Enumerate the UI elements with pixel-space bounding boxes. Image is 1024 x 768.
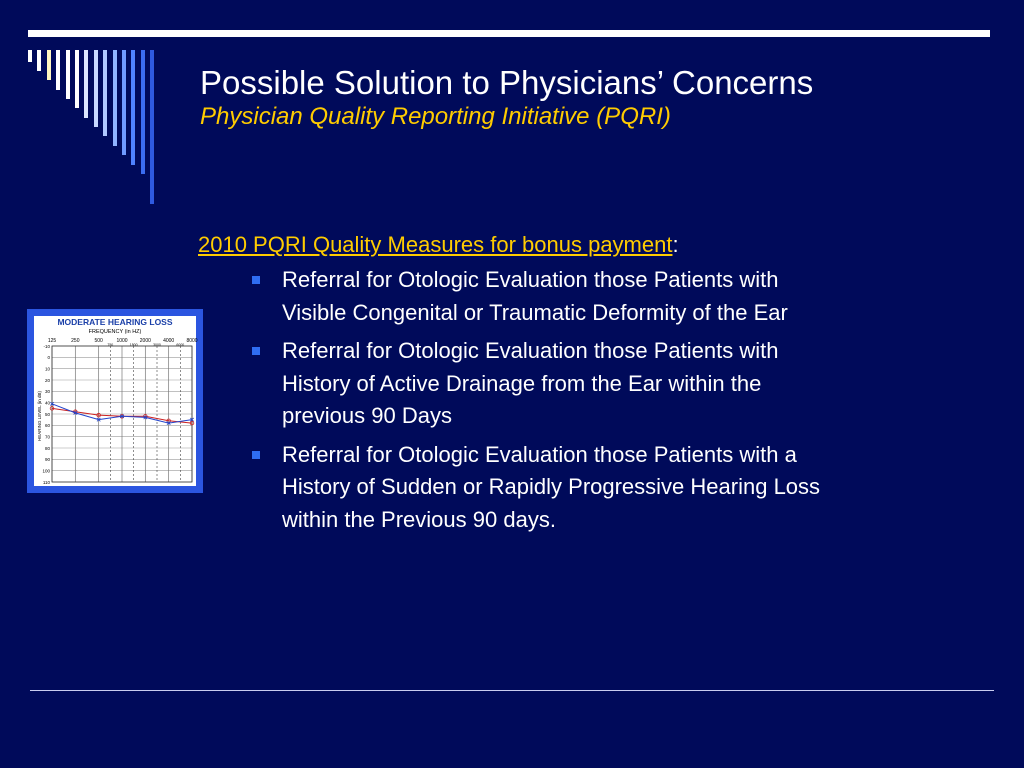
- freq-tick-label: 2000: [139, 338, 151, 344]
- decorative-bar: [150, 50, 154, 204]
- db-tick-label: 110: [42, 479, 50, 485]
- audiogram-x-label: FREQUENCY (in HZ): [88, 329, 142, 335]
- decorative-bar: [37, 50, 41, 71]
- slide-title: Possible Solution to Physicians’ Concerns: [200, 64, 814, 101]
- bottom-rule: [30, 690, 994, 691]
- audiogram-y-label: HEARING LEVEL (in dB): [37, 390, 42, 442]
- freq-tick-label: 500: [94, 338, 103, 344]
- db-tick-label: 10: [44, 366, 50, 372]
- decorative-bar: [56, 50, 60, 90]
- db-tick-label: 40: [44, 400, 50, 406]
- measures-list: [198, 264, 838, 536]
- decorative-bar: [113, 50, 117, 146]
- db-tick-label: -10: [43, 343, 50, 349]
- decorative-bar: [122, 50, 126, 155]
- decorative-bar: [66, 50, 70, 99]
- square-bullet-icon: [252, 276, 260, 284]
- db-tick-label: 70: [44, 434, 50, 440]
- half-freq-tick-label: 3000: [153, 343, 161, 347]
- freq-tick-label: 4000: [163, 338, 175, 344]
- db-tick-label: 100: [42, 468, 50, 474]
- half-freq-tick-label: 6000: [176, 343, 185, 347]
- square-bullet-icon: [252, 347, 260, 355]
- list-item: [250, 439, 838, 537]
- db-tick-label: 30: [44, 389, 50, 395]
- list-item: [250, 264, 838, 329]
- freq-tick-label: 125: [47, 338, 57, 344]
- title-block: [200, 64, 813, 132]
- decorative-bar: [94, 50, 98, 127]
- audiogram-image: [27, 309, 203, 493]
- db-tick-label: 50: [44, 411, 50, 417]
- measures-heading-link[interactable]: 2010 PQRI Quality Measures for bonus payment: [198, 232, 673, 257]
- decorative-bar: [141, 50, 145, 174]
- db-tick-label: 60: [44, 423, 50, 429]
- decorative-bar: [75, 50, 79, 108]
- decorative-bar: [131, 50, 135, 165]
- db-tick-label: 80: [44, 445, 50, 451]
- square-bullet-icon: [252, 451, 260, 459]
- list-item-text: Referral for Otologic Evaluation those Patients with History of Active Drainage from the Ear within the previous 90 Days: [282, 338, 779, 428]
- audiogram-chart: [34, 316, 196, 486]
- half-freq-tick-label: 750: [107, 343, 114, 347]
- decorative-bar: [28, 50, 32, 62]
- decorative-bar: [84, 50, 88, 118]
- slide-subtitle: Physician Quality Reporting Initiative (PQRI): [200, 103, 671, 130]
- db-tick-label: 0: [47, 355, 50, 361]
- list-item-text: Referral for Otologic Evaluation those Patients with a History of Sudden or Rapidly Progressive Hearing Loss within the Previous 90 days.: [282, 441, 821, 532]
- db-tick-label: 20: [44, 377, 50, 383]
- db-tick-label: 90: [44, 457, 50, 463]
- freq-tick-label: 8000: [186, 338, 198, 344]
- list-item: [250, 335, 838, 433]
- freq-tick-label: 1000: [116, 338, 128, 344]
- decorative-bar: [103, 50, 107, 136]
- decorative-bar: [47, 50, 51, 80]
- main-content: [198, 228, 838, 542]
- half-freq-tick-label: 1500: [129, 343, 138, 347]
- list-item-text: Referral for Otologic Evaluation those Patients with Visible Congenital or Traumatic Deformity of the Ear: [282, 267, 788, 325]
- audiogram-title: MODERATE HEARING LOSS: [57, 317, 173, 327]
- top-rule: [28, 30, 990, 37]
- measures-heading-suffix: :: [672, 232, 679, 257]
- measures-heading: [198, 228, 838, 262]
- freq-tick-label: 250: [71, 338, 80, 344]
